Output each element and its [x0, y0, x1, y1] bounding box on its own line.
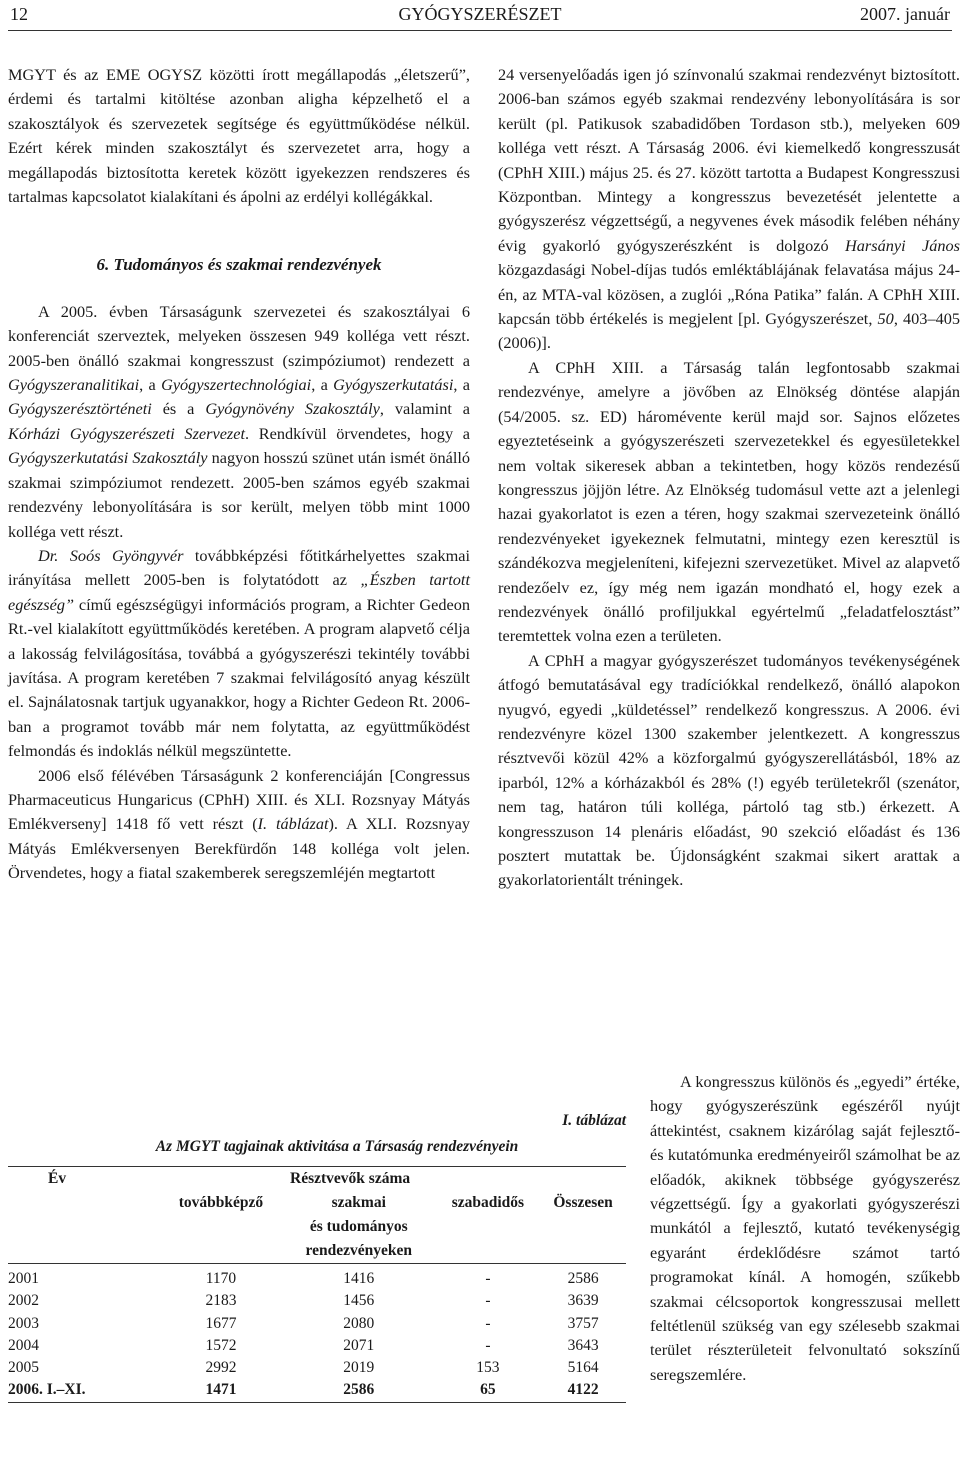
cell-prof: 1456 [343, 1292, 375, 1310]
cell-leisure: 65 [436, 1379, 541, 1402]
cell-prof: 2586 [282, 1379, 436, 1402]
col-header-year: Év [8, 1167, 160, 1192]
table-title: Az MGYT tagjainak aktivitása a Társaság rendezvényein [155, 1138, 519, 1155]
col-header-group: Résztvevők száma [160, 1167, 540, 1192]
paragraph: MGYT és az EME OGYSZ közötti írott megállapodás „életszerű”, érdemi és tartalmi kitöltése azonban aligha képzelhető el a szakosztályok és szervezetek segítsége és együttműködése nélkül. Ezért kérek minden szakosztályt és szervezetet arra, hogy a megállapodás biztosította keretek között igyekezzen rendszeres és tartalmas kapcsolatot kialakítani és ápolni az erdélyi kollégákkal. [8, 65, 470, 207]
paragraph: A kongresszus különös és „egyedi” értéke, hogy gyógyszerészünk egészéről nyújt áttekintést, csaknem kizárólag saját fejlesztő- és kutatómunka eredményeiről számolhat be az előadók, akiknek többsége gyógyszerész végzettségű. Így a gyakorlati gyógyszerészi munkától a fejlesztő, kutató tevékenységig egyaránt érdeklődésre számot tartó programokat kínál. A homogén, szűkebb szakmai célcsoportok kongresszusai mellett feltétlenül szükség van egy szélesebb szakmai terület részterületeit felvonultató sokszínű seregszemlére. [650, 1072, 960, 1384]
cell-year: 2006. I.–XI. [8, 1379, 160, 1402]
table-row [8, 1335, 626, 1357]
activity-table [8, 1166, 626, 1403]
cell-leisure: 153 [476, 1359, 500, 1377]
cell-training: 2183 [205, 1292, 237, 1310]
cell-year: 2004 [8, 1336, 39, 1354]
cell-training: 1677 [205, 1314, 237, 1332]
cell-year: 2002 [8, 1292, 39, 1310]
cell-total: 3643 [567, 1336, 599, 1354]
paragraph: 2006 első félévében Társaságunk 2 konferenciáján [Congressus Pharmaceuticus Hungaricus (CPhH) XIII. és XLI. Rozsnyay Mátyás Emlékverseny] 1418 fő vett részt (I. táblázat). A XLI. Rozsnyay Mátyás Emlékversenyen Berekfürdőn 148 kolléga volt jelen. Örvendetes, hogy a fiatal szakemberek seregszemléjén megtartott [8, 765, 470, 883]
issue-date: 2007. január [860, 4, 950, 24]
col-header-professional-line3: rendezvényeken [305, 1242, 413, 1259]
cell-leisure: - [485, 1292, 491, 1310]
cell-prof: 2071 [343, 1336, 375, 1354]
page-number: 12 [10, 4, 28, 24]
activity-table-block [8, 1112, 626, 1403]
table-row [8, 1264, 626, 1291]
cell-total: 3639 [567, 1292, 599, 1310]
cell-prof: 2080 [343, 1314, 375, 1332]
left-column [8, 63, 470, 886]
cell-training: 1471 [160, 1379, 282, 1402]
paragraph: A 2005. évben Társaságunk szervezetei és szakosztályai 6 konferenciát szerveztek, melyeken összesen 949 kolléga vett részt. 2005-ben önálló szakmai kongresszust (szimpóziumot) rendezett a Gyógyszeranalitikai, a Gyógyszertechnológiai, a Gyógyszerkutatási, a Gyógyszerésztörténeti és a Gyógynövény Szakosztály, valamint a Kórházi Gyógyszerészeti Szervezet. Rendkívül örvendetes, hogy a Gyógyszerkutatási Szakosztály nagyon hosszú szünet után ismét önálló szakmai szimpóziumot rendezett. 2005-ben számos egyéb szakmai rendezvény lebonyolítására is sor került, melyen több mint 1000 kolléga vett részt. [8, 301, 471, 541]
table-row [8, 1357, 626, 1379]
col-header-training: továbbképző [178, 1194, 264, 1211]
right-column [498, 63, 960, 893]
cell-prof: 2019 [343, 1359, 375, 1377]
paragraph: Dr. Soós Gyöngyvér továbbképzési főtitkárhelyettes szakmai irányítása mellett 2005-ben is folytatódott az „Észben tartott egészség” című egészségügyi információs program, a Richter Gedeon Rt.-vel kialakított együttműködés keretében. A program alapvető célja a lakosság felvilágosítása, továbbá a gyógyszerészi tekintély további javítása. A program keretében 7 szakmai felvilágosító anyag készült el. Sajnálatosnak tartjuk ugyanakkor, hogy a Richter Gedeon Rt. 2006-ban a programot tovább már nem folytatta, az együttműködést felmondás és indoklás nélkül megszüntette. [8, 545, 470, 761]
table-row [8, 1313, 626, 1335]
journal-title: GYÓGYSZERÉSZET [398, 4, 562, 24]
section-title: 6. Tudományos és szakmai rendezvények [96, 255, 382, 275]
cell-training: 2992 [205, 1359, 237, 1377]
cell-total: 2586 [540, 1264, 626, 1291]
right-column-lower [650, 1070, 960, 1387]
cell-total: 3757 [567, 1314, 599, 1332]
cell-training: 1572 [205, 1336, 237, 1354]
col-header-professional: szakmai és tudományos [309, 1194, 408, 1235]
page-header [8, 0, 952, 31]
cell-leisure: - [436, 1264, 541, 1291]
cell-year: 2001 [8, 1264, 160, 1291]
paragraph: A CPhH XIII. a Társaság talán legfontosabb szakmai rendezvénye, amelyre a jövőben az Elnökség döntése alapján (54/2005. sz. ED) háromévente kerül majd sor. Sajnos előzetes egyeztetéseink a gyógyszerészeti szervezetekkel és egyesületekkel nem voltak sikeresek abban a tekintetben, hogy közös rendezésű kongresszus jöjjön létre. Az Elnökség tudomásul vette azt a jelenlegi hazai gyakorlatot is ezen a téren, hogy szakmai szervezeteink önálló rendezvényeket igyekeznek felmutatni, mintegy ezen keresztül is szándékozva megjeleníteni, kifejezni szervezetüket. Mivel az alapvető rendezőelv ez, így még nem igazán mondható el, hogy ezek a rendezvények önálló profiljukkal egyértelmű „feladatfelosztást” teremtettek volna ezen a területen. [498, 357, 960, 646]
cell-leisure: - [485, 1314, 491, 1332]
cell-year: 2005 [8, 1359, 39, 1377]
cell-total: 5164 [567, 1359, 599, 1377]
cell-leisure: - [485, 1336, 491, 1354]
cell-training: 1170 [160, 1264, 282, 1291]
col-header-leisure: szabadidős [451, 1194, 525, 1211]
cell-year: 2003 [8, 1314, 39, 1332]
cell-total: 4122 [540, 1379, 626, 1402]
table-label: I. táblázat [562, 1112, 626, 1129]
table-row [8, 1379, 626, 1402]
paragraph: A CPhH a magyar gyógyszerészet tudományos tevékenységének átfogó bemutatásával egy tradíciókkal rendelkező, önálló alapokon nyugvó, egyedi „küldetéssel” rendelkező kongresszus. A 2006. évi rendezvényre közel 1300 szakember jelentkezett. A kongresszus résztvevői közül 42% a közforgalmú gyógyszerellátásból, 18% az iparból, 12% a kórházakból és 28% (!) egyéb területekről (szenátor, nem tag, határon túli kolléga, pártoló tag stb.) érkezett. A kongresszuson 14 plenáris előadást, 90 szekció előadást és 136 posztert mutattak be. Újdonságként szakmai sikert arattak a gyakorlatorientált tréningek. [498, 650, 960, 890]
table-row [8, 1290, 626, 1312]
cell-prof: 1416 [282, 1264, 436, 1291]
col-header-total: Összesen [553, 1194, 613, 1211]
paragraph: 24 versenyelőadás igen jó színvonalú szakmai rendezvényt biztosított. 2006-ban számos egyéb szakmai rendezvény lebonyolítására is sor került (pl. Patikusok szabadidőben Tordason stb.), melyeken 609 kolléga vett részt. A Társaság 2006. évi kiemelkedő kongresszusát (CPhH XIII.) május 25. és 27. között tartotta a Budapest Kongresszusi Központban. Mintegy a kongresszus bevezetését jelentette a gyógyszerész végzettségű, a negyvenes évek második felében néhány évig gyakorló gyógyszerészként is dolgozó Harsányi János közgazdasági Nobel-díjas tudós emléktáblájának felavatása május 24-én, az MTA-val közösen, a zuglói „Róna Patika” falán. A CPhH XIII. kapcsán több értékelés is megjelent [pl. Gyógyszerészet, 50, 403–405 (2006)]. [498, 65, 960, 353]
